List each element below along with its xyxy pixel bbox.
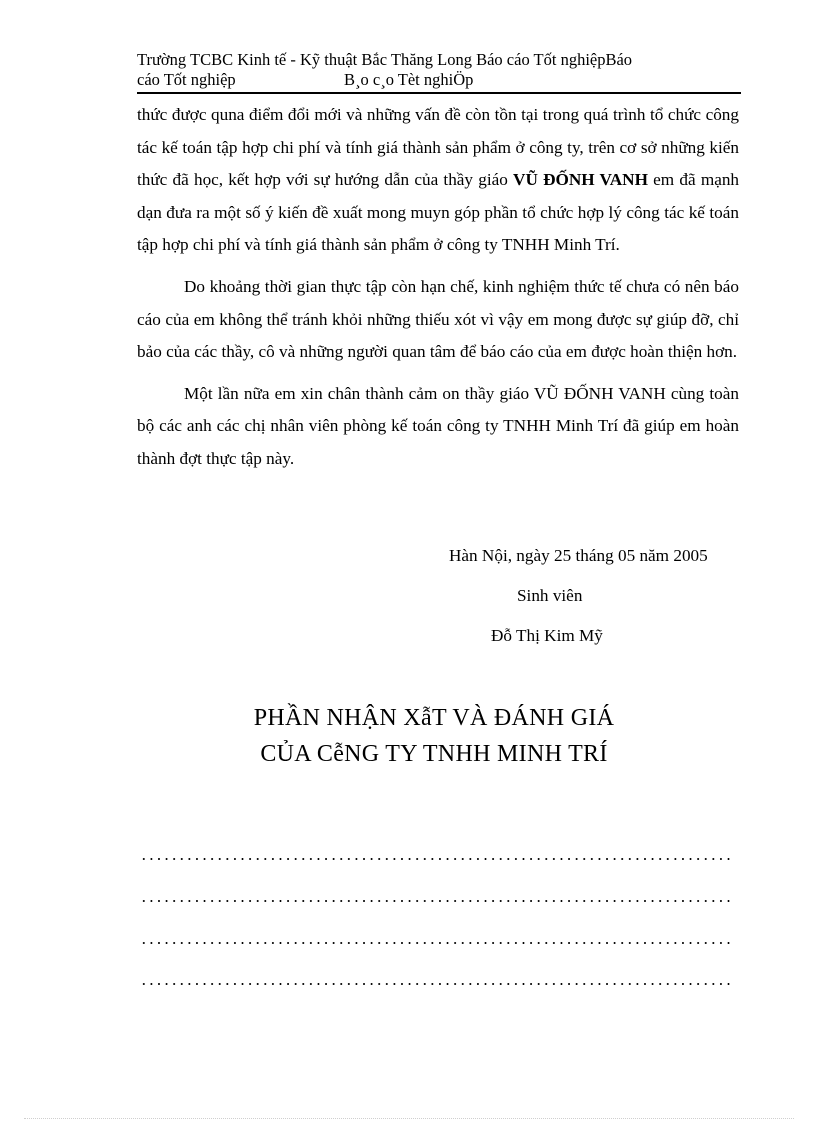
header-rule <box>137 92 741 94</box>
signature-place-date: Hàn Nội, ngày 25 tháng 05 năm 2005 <box>449 546 708 565</box>
advisor-name-bold: VŨ ĐỐNH VANH <box>513 170 648 190</box>
dotted-line-3 <box>140 942 735 944</box>
paragraph-1-text-a: thức được quna điểm đổi mới và những vấn đề còn tồn tại trong quá trình tổ chức công tác kế toán tập hợp chi phí và tính giá thành sản phẩm ở công ty, trên cơ sở những kiến thức đã học, kết hợp với sự hướng dẫn của thầy giáo <box>137 105 739 190</box>
dotted-line-2 <box>140 900 735 902</box>
paragraph-3: Một lần nữa em xin chân thành cảm on thầy giáo VŨ ĐỐNH VANH cùng toàn bộ các anh các chị nhân viên phòng kế toán công ty TNHH Minh Trí đã giúp em hoàn thành đợt thực tập này. <box>137 383 739 468</box>
paragraph-2: Do khoảng thời gian thực tập còn hạn chế, kinh nghiệm thức tế chưa có nên báo cáo của em không thể tránh khỏi những thiếu xót vì vậy em mong được sự giúp đỡ, chỉ bảo của các thầy, cô và những người quan tâm để báo cáo của em được hoàn thiện hơn. <box>137 276 739 362</box>
page-header <box>137 50 741 90</box>
header-line-2-right: B¸o c¸o Tèt nghiÖp <box>344 70 474 89</box>
dotted-line-1 <box>140 858 735 860</box>
paragraph-1 <box>137 99 739 262</box>
header-line-1: Trường TCBC Kinh tế - Kỹ thuật Bắc Thăng Long Báo cáo Tốt nghiệpBáo <box>137 50 633 69</box>
page-bottom-rule <box>24 1118 794 1119</box>
section-title-line-1: PHẦN NHẬN XẫT VÀ ĐÁNH GIÁ <box>253 705 615 731</box>
dotted-line-4 <box>140 983 735 985</box>
paragraph-1-text-b: em đã mạnh dạn đưa ra một số ý kiến đề xuất mong muyn góp phần tổ chức hợp lý công tác kế toán tập hợp chi phí và tính giá thành sản phẩm ở công ty TNHH Minh Trí. <box>137 170 740 255</box>
signature-name: Đỗ Thị Kim Mỹ <box>491 626 603 645</box>
signature-role: Sinh viên <box>517 586 583 605</box>
body-text <box>137 99 739 485</box>
header-line-2-left: cáo Tốt nghiệp <box>137 70 236 89</box>
section-title-line-2: CỦA CễNG TY TNHH MINH TRÍ <box>260 741 608 767</box>
header-line-2 <box>137 70 741 90</box>
